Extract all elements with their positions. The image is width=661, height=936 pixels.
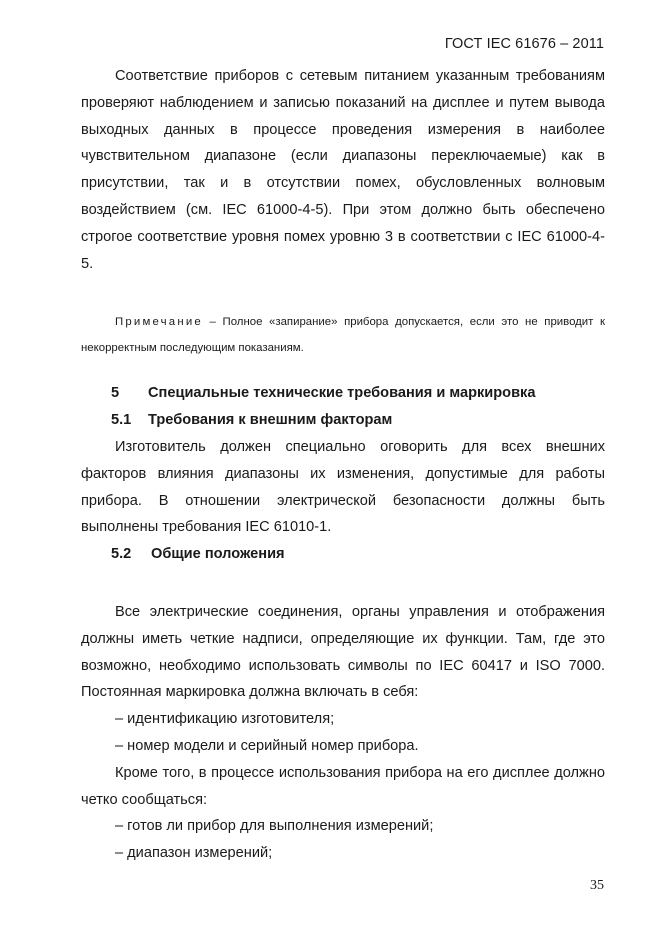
section-5-heading	[81, 380, 605, 407]
list-item: – номер модели и серийный номер прибора.	[115, 737, 419, 754]
section-5-2-paragraph-2: Кроме того, в процессе использования прибора на его дисплее должно четко сообщаться:	[81, 764, 605, 808]
section-title: Требования к внешним факторам	[148, 412, 393, 429]
section-number: 5.2	[111, 546, 132, 563]
section-title: Общие положения	[151, 546, 285, 563]
section-number: 5.1	[111, 412, 132, 429]
section-5-2-heading	[81, 541, 605, 568]
note-paragraph	[81, 309, 605, 361]
list-item: – готов ли прибор для выполнения измерений;	[115, 818, 434, 835]
section-5-2-paragraph-1: Все электрические соединения, органы управления и отображения должны иметь четкие надписи, определяющие их функции. Там, где это возможно, необходимо использовать символы по IEC 60417 и ISO 7000. Постоянная маркировка должна включать в себя:	[81, 603, 605, 701]
section-title: Специальные технические требования и маркировка	[148, 385, 536, 402]
list-item: – диапазон измерений;	[115, 845, 273, 862]
note-label: Примечание	[115, 316, 203, 329]
page-content	[81, 63, 605, 867]
note-text: – Полное «запирание» прибора допускается, если это не приводит к некорректным последующим показаниям.	[81, 316, 605, 355]
page-number: 35	[590, 878, 604, 893]
section-number: 5	[111, 385, 120, 402]
intro-paragraph: Соответствие приборов с сетевым питанием указанным требованиям проверяют наблюдением и записью показаний на дисплее и путем вывода выходных данных в процессе проведения измерения в наиболее чувствительном диапазоне (если диапазоны переключаемые) как в присутствии, так и в отсутствии помех, обусловленных волновым воздействием (см. IEC 61000-4-5). При этом должно быть обеспечено строгое соответствие уровня помех уровню 3 в соответствии с IEC 61000-4-5.	[81, 68, 605, 272]
section-5-1-paragraph: Изготовитель должен специально оговорить для всех внешних факторов влияния диапазоны их изменения, допустимые для работы прибора. В отношении электрической безопасности должны быть выполнены требования IEC 61010-1.	[81, 438, 605, 536]
list-item: – идентификацию изготовителя;	[115, 711, 335, 728]
document-code-header: ГОСТ IEC 61676 – 2011	[444, 36, 604, 52]
section-5-1-heading	[81, 407, 605, 434]
